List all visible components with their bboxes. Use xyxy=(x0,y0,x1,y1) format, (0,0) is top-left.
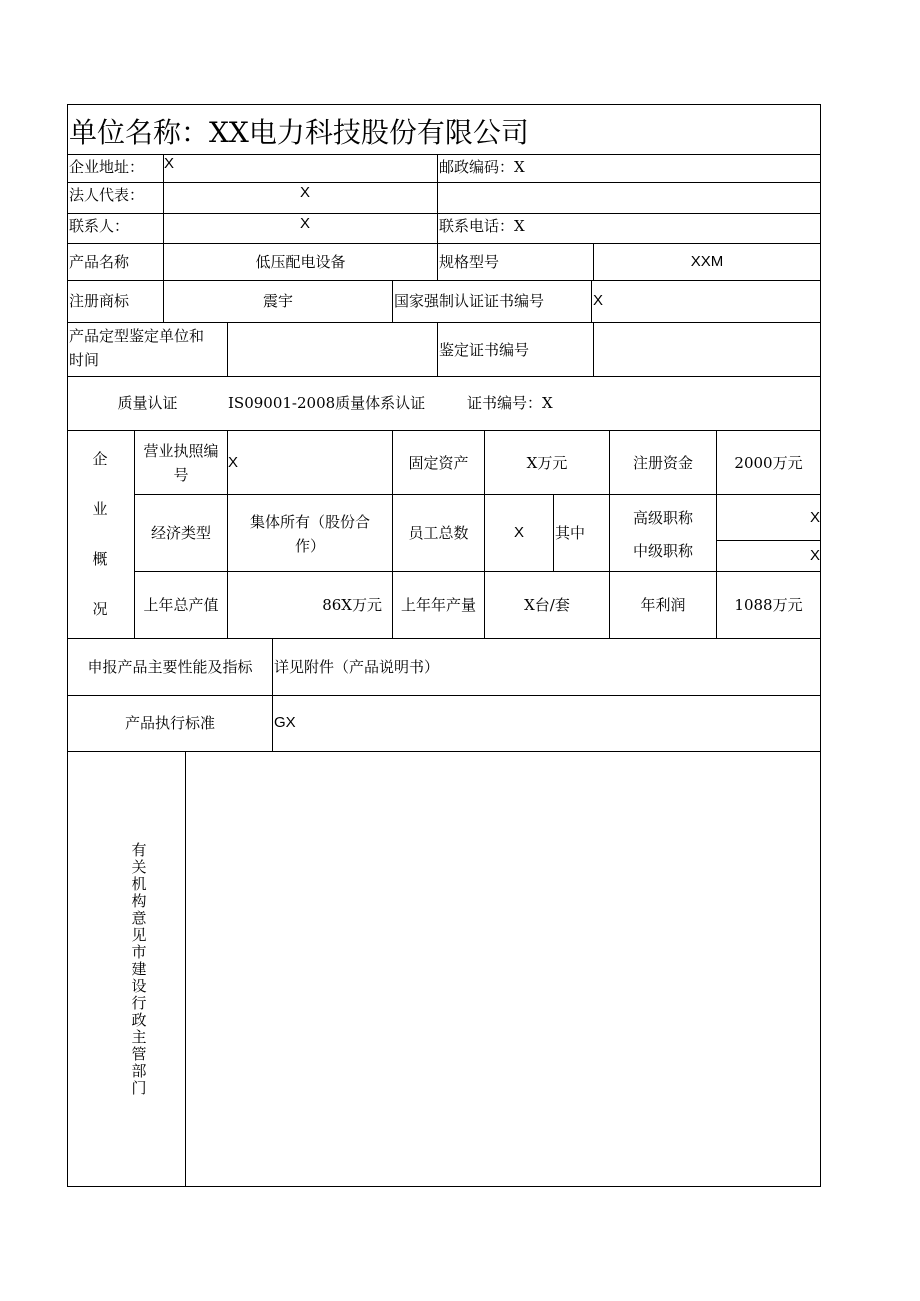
row-line xyxy=(67,213,821,214)
row-line xyxy=(67,322,821,323)
quality-value: IS09001-2008质量体系认证 xyxy=(228,394,426,412)
middle-value: X xyxy=(809,547,820,564)
col-line xyxy=(591,280,592,322)
col-line xyxy=(392,280,393,322)
opinion-label: 有关机构意见市建设行政主管部门 xyxy=(131,841,147,1097)
license-label-2: 号 xyxy=(173,466,189,484)
among-label: 其中 xyxy=(555,524,586,542)
col-line xyxy=(553,494,554,571)
row-line xyxy=(716,540,821,541)
row-line xyxy=(67,695,821,696)
contact-value: X xyxy=(300,215,311,232)
col-line xyxy=(437,243,438,280)
output-value: 86X万元 xyxy=(322,596,382,614)
col-line xyxy=(593,322,594,376)
performance-label: 申报产品主要性能及指标 xyxy=(87,658,253,676)
border-bottom xyxy=(67,1186,821,1187)
border-left xyxy=(67,104,68,1187)
legal-rep-label: 法人代表： xyxy=(69,186,145,204)
performance-value: 详见附件（产品说明书） xyxy=(274,658,440,676)
employees-value: X xyxy=(513,524,524,541)
license-label: 营业执照编 xyxy=(143,442,219,460)
spec-label: 规格型号 xyxy=(439,253,500,271)
product-name-value: 低压配电设备 xyxy=(255,253,346,271)
address-label: 企业地址： xyxy=(69,158,145,176)
ccc-value: X xyxy=(593,292,604,309)
col-line xyxy=(272,695,273,751)
col-line xyxy=(437,154,438,243)
registered-capital-label: 注册资金 xyxy=(632,454,693,472)
profit-label: 年利润 xyxy=(640,596,686,614)
border-top xyxy=(67,104,821,105)
postal-label: 邮政编码：X xyxy=(439,158,525,176)
col-line xyxy=(437,322,438,376)
row-line xyxy=(134,571,821,572)
standard-value: GX xyxy=(274,714,296,731)
appraisal-unit-label-2: 时间 xyxy=(69,351,100,369)
middle-label: 中级职称 xyxy=(632,542,693,560)
col-line xyxy=(227,322,228,376)
address-value: X xyxy=(164,155,175,172)
quality-label: 质量认证 xyxy=(117,394,178,412)
output-value-label: 上年总产值 xyxy=(143,596,219,614)
product-name-label: 产品名称 xyxy=(69,253,130,271)
appraisal-cert-label: 鉴定证书编号 xyxy=(439,341,530,359)
appraisal-unit-label: 产品定型鉴定单位和 xyxy=(69,327,205,345)
row-line xyxy=(67,280,821,281)
employees-label: 员工总数 xyxy=(408,524,469,542)
ccc-label: 国家强制认证证书编号 xyxy=(394,292,545,310)
opinion-area[interactable] xyxy=(186,752,820,1186)
row-line xyxy=(67,376,821,377)
trademark-label: 注册商标 xyxy=(69,292,130,310)
economic-type-value: 集体所有（股份合 xyxy=(249,513,370,531)
phone-label: 联系电话：X xyxy=(439,217,525,235)
row-line xyxy=(67,154,821,155)
spec-value: XXM xyxy=(690,253,724,270)
contact-label: 联系人： xyxy=(69,217,130,235)
economic-type-value-2: 作） xyxy=(294,537,325,555)
registered-capital-value: 2000万元 xyxy=(734,454,803,472)
senior-label: 高级职称 xyxy=(632,509,693,527)
senior-value: X xyxy=(809,509,820,526)
license-value: X xyxy=(228,454,239,471)
col-line xyxy=(272,638,273,695)
legal-rep-value: X xyxy=(300,184,311,201)
trademark-value: 震宇 xyxy=(262,292,293,310)
fixed-assets-value: X万元 xyxy=(526,454,568,472)
row-line xyxy=(134,494,821,495)
row-line xyxy=(67,638,821,639)
fixed-assets-label: 固定资产 xyxy=(408,454,469,472)
overview-label: 企业概况 xyxy=(92,450,108,618)
quality-cert: 证书编号：X xyxy=(467,394,553,412)
page-title: 单位名称：XX电力科技股份有限公司 xyxy=(69,116,529,149)
row-line xyxy=(67,243,821,244)
border-right xyxy=(820,104,821,1187)
profit-value: 1088万元 xyxy=(734,596,803,614)
row-line xyxy=(67,182,821,183)
registration-form xyxy=(67,104,821,1187)
economic-type-label: 经济类型 xyxy=(150,524,211,542)
output-qty-label: 上年年产量 xyxy=(400,596,476,614)
standard-label: 产品执行标准 xyxy=(124,714,215,732)
row-line xyxy=(67,430,821,431)
output-qty-value: X台/套 xyxy=(524,596,570,614)
